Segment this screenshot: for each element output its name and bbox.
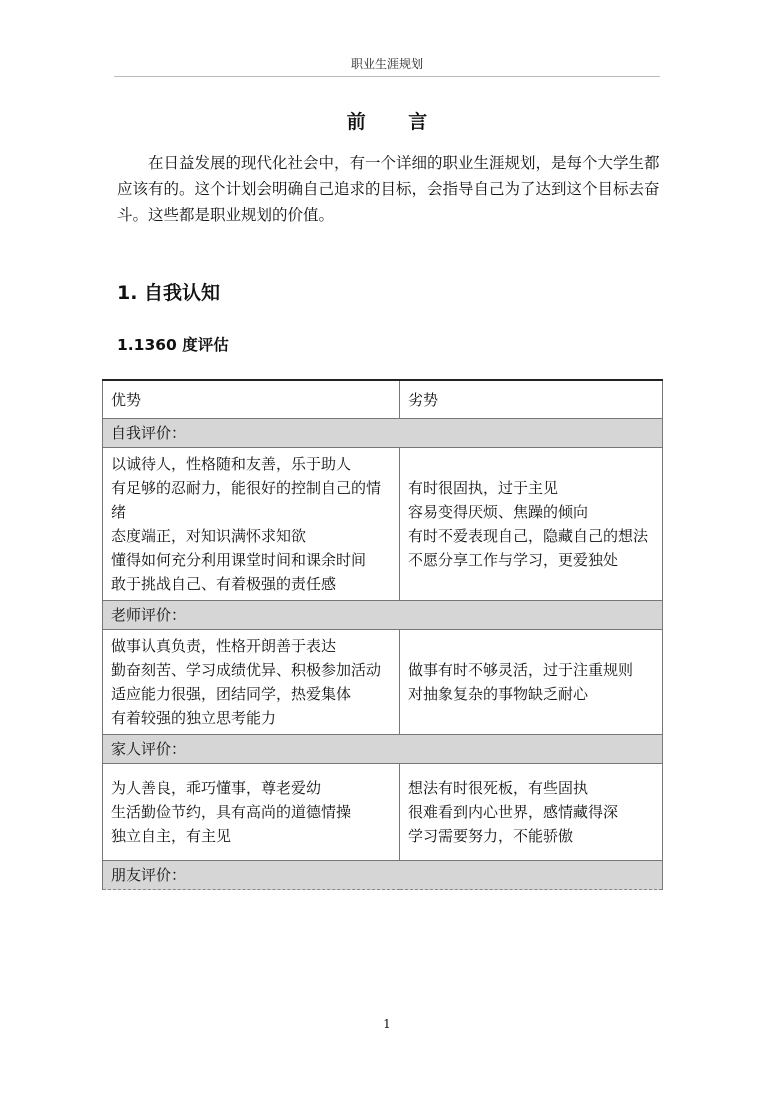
strength-item: 懂得如何充分利用课堂时间和课余时间 [111, 551, 367, 569]
strength-item: 勤奋刻苦、学习成绩优异、积极参加活动 [111, 661, 382, 679]
group-row-family [103, 735, 663, 764]
weakness-item: 对抽象复杂的事物缺乏耐心 [408, 685, 589, 703]
evaluation-table [102, 379, 663, 890]
weaknesses-cell [400, 630, 663, 735]
group-row-friends [103, 861, 663, 890]
strength-item: 有着较强的独立思考能力 [111, 709, 277, 727]
group-label: 自我评价： [103, 419, 663, 448]
page-number: 1 [383, 1017, 391, 1031]
header-divider [114, 76, 660, 77]
group-label: 朋友评价： [103, 861, 663, 890]
table-row [103, 630, 663, 735]
weakness-item: 想法有时很死板，有些固执 [408, 779, 589, 797]
weakness-item: 不愿分享工作与学习，更爱独处 [408, 551, 619, 569]
strength-item: 适应能力很强，团结同学，热爱集体 [111, 685, 352, 703]
subsection-heading: 1.1360 度评估 [117, 336, 229, 354]
strength-item: 绪 [111, 503, 127, 521]
preface-title: 前 言 [346, 111, 446, 133]
table-row [103, 764, 663, 861]
strengths-cell [103, 448, 400, 601]
section-heading: 1. 自我认知 [117, 282, 221, 304]
strength-item: 生活勤俭节约，具有高尚的道德情操 [111, 803, 352, 821]
weaknesses-cell [400, 764, 663, 861]
strengths-cell [103, 764, 400, 861]
weakness-item: 学习需要努力，不能骄傲 [408, 827, 574, 845]
preface-line: 在日益发展的现代化社会中，有一个详细的职业生涯规划，是每个大学生都 [148, 154, 660, 172]
preface-paragraph [117, 150, 673, 228]
group-row-self [103, 419, 663, 448]
preface-line: 应该有的。这个计划会明确自己追求的目标，会指导自己为了达到这个目标去奋 [117, 180, 660, 198]
column-header-strengths: 优势 [103, 380, 400, 419]
table-row [103, 448, 663, 601]
weaknesses-cell [400, 448, 663, 601]
preface-line: 斗。这些都是职业规划的价值。 [117, 206, 335, 224]
group-label: 老师评价： [103, 601, 663, 630]
strengths-cell [103, 630, 400, 735]
strength-item: 做事认真负责，性格开朗善于表达 [111, 637, 337, 655]
strength-item: 独立自主，有主见 [111, 827, 232, 845]
weakness-item: 做事有时不够灵活，过于注重规则 [408, 661, 634, 679]
strength-item: 以诚待人，性格随和友善，乐于助人 [111, 455, 352, 473]
weakness-item: 有时不爱表现自己，隐藏自己的想法 [408, 527, 649, 545]
strength-item: 敢于挑战自己、有着极强的责任感 [111, 575, 337, 593]
strength-item: 为人善良，乖巧懂事，尊老爱幼 [111, 779, 322, 797]
weakness-item: 很难看到内心世界，感情藏得深 [408, 803, 619, 821]
weakness-item: 有时很固执，过于主见 [408, 479, 559, 497]
running-header: 职业生涯规划 [350, 57, 423, 71]
weakness-item: 容易变得厌烦、焦躁的倾向 [408, 503, 589, 521]
table-header-row [103, 380, 663, 419]
column-header-weaknesses: 劣势 [400, 380, 663, 419]
strength-item: 有足够的忍耐力，能很好的控制自己的情 [111, 479, 382, 497]
group-row-teacher [103, 601, 663, 630]
strength-item: 态度端正，对知识满怀求知欲 [111, 527, 307, 545]
group-label: 家人评价： [103, 735, 663, 764]
